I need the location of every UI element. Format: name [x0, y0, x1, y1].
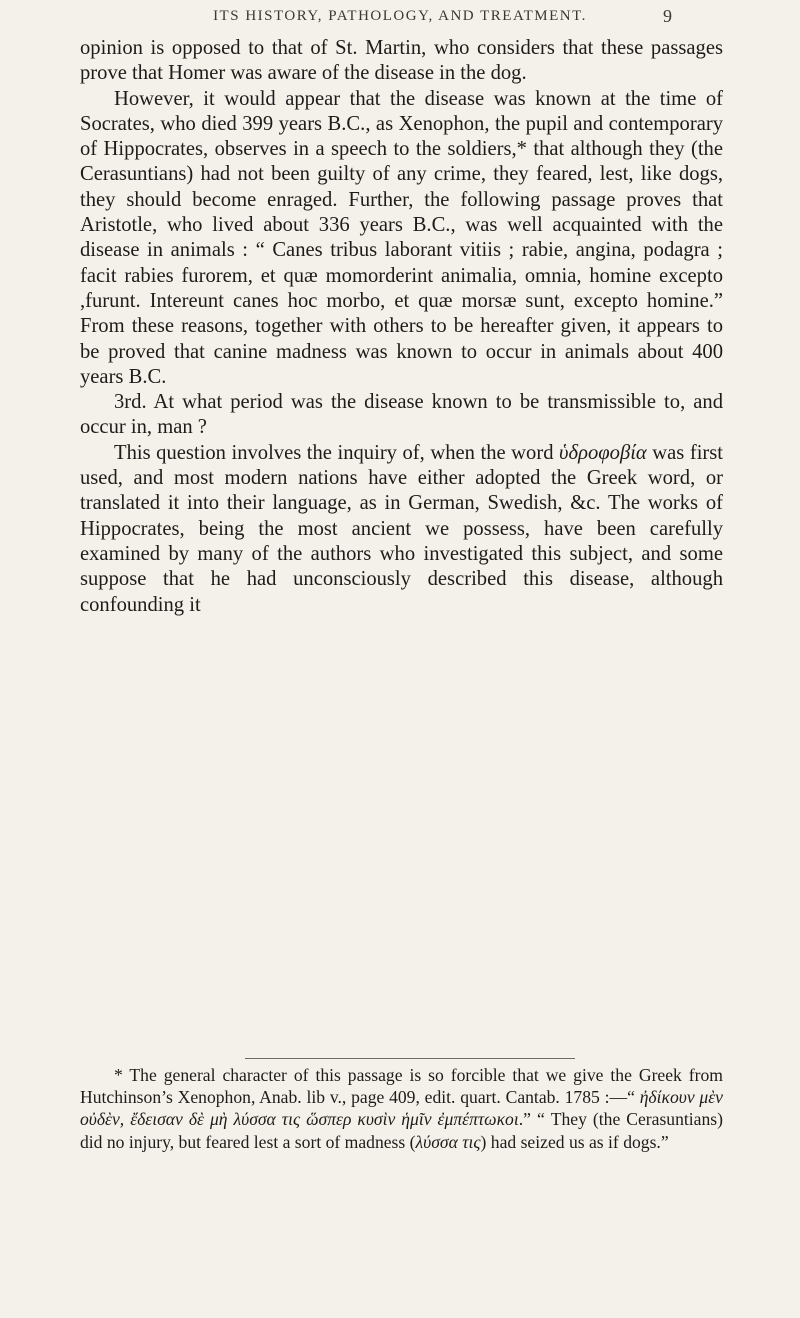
page-number: 9: [663, 6, 672, 26]
paragraph-socrates-aristotle: However, it would appear that the disease was known at the time of Socrates, who died 399 years B.C., as Xenophon, the pupil and contemporary of Hippocrates, observes in a speech to the soldiers,* that although they (the Cerasuntians) had not been guilty of any crime, they feared, lest, like dogs, they should become enraged. Further, the following passage proves that Aristotle, who lived about 336 years B.C., was well acquainted with the disease in animals : “ Canes tribus laborant vitiis ; rabie, angina, podagra ; facit rabies furorem, et quæ momorderint animalia, omnia, homine excepto ,furunt. Intereunt canes hoc morbo, et quæ morsæ sunt, excepto homine.” From these reasons, together with others to be hereafter given, it appears to be proved that canine madness was known to occur in animals about 400 years B.C.: [80, 87, 723, 388]
footnote: [80, 1064, 723, 1153]
body-text: [80, 36, 723, 618]
footnote-greek-quote: ἠδίκουν μὲν οὐδὲν, ἔδεισαν δὲ μὴ λύσσα τις ὥσπερ κυσὶν ἡμῖν ἐμπέπτωκοι: [80, 1087, 723, 1130]
greek-word-hydrophobia: ὑδροφοβία: [559, 441, 647, 464]
footnote-text-1: * The general character of this passage is so forcible that we give the Greek from Hutchinson’s Xenophon, Anab. lib v., page 409, edit. quart. Cantab. 1785 :—“: [80, 1065, 723, 1108]
paragraph-third-question: 3rd. At what period was the disease known to be transmissible to, and occur in, man ?: [80, 391, 723, 439]
footnote-text-3: ) had seized us as if dogs.”: [480, 1131, 669, 1152]
footnote-paragraph: [80, 1064, 723, 1153]
running-head: ITS HISTORY, PATHOLOGY, AND TREATMENT.: [213, 8, 587, 24]
hydrophobia-text-before: This question involves the inquiry of, when the word: [114, 441, 560, 464]
footnote-greek-phrase: λύσσα τις: [415, 1131, 481, 1152]
paragraph-opinion: opinion is opposed to that of St. Martin, who considers that these passages prove that Homer was aware of the disease in the dog.: [80, 37, 723, 85]
paragraph-hydrophobia-word: [80, 441, 723, 618]
footnote-divider: [245, 1058, 575, 1059]
hydrophobia-text-after: was first used, and most modern nations have either adopted the Greek word, or translated it into their language, as in German, Swedish, &c. The works of Hippocrates, being the most ancient we possess, have been carefully examined by many of the authors who investigated this subject, and some suppose that he had unconsciously described this disease, although confounding it: [80, 441, 724, 616]
footnote-text-2: .” “ They (the Cerasuntians) did no injury, but feared lest a sort of madness (: [80, 1109, 723, 1152]
